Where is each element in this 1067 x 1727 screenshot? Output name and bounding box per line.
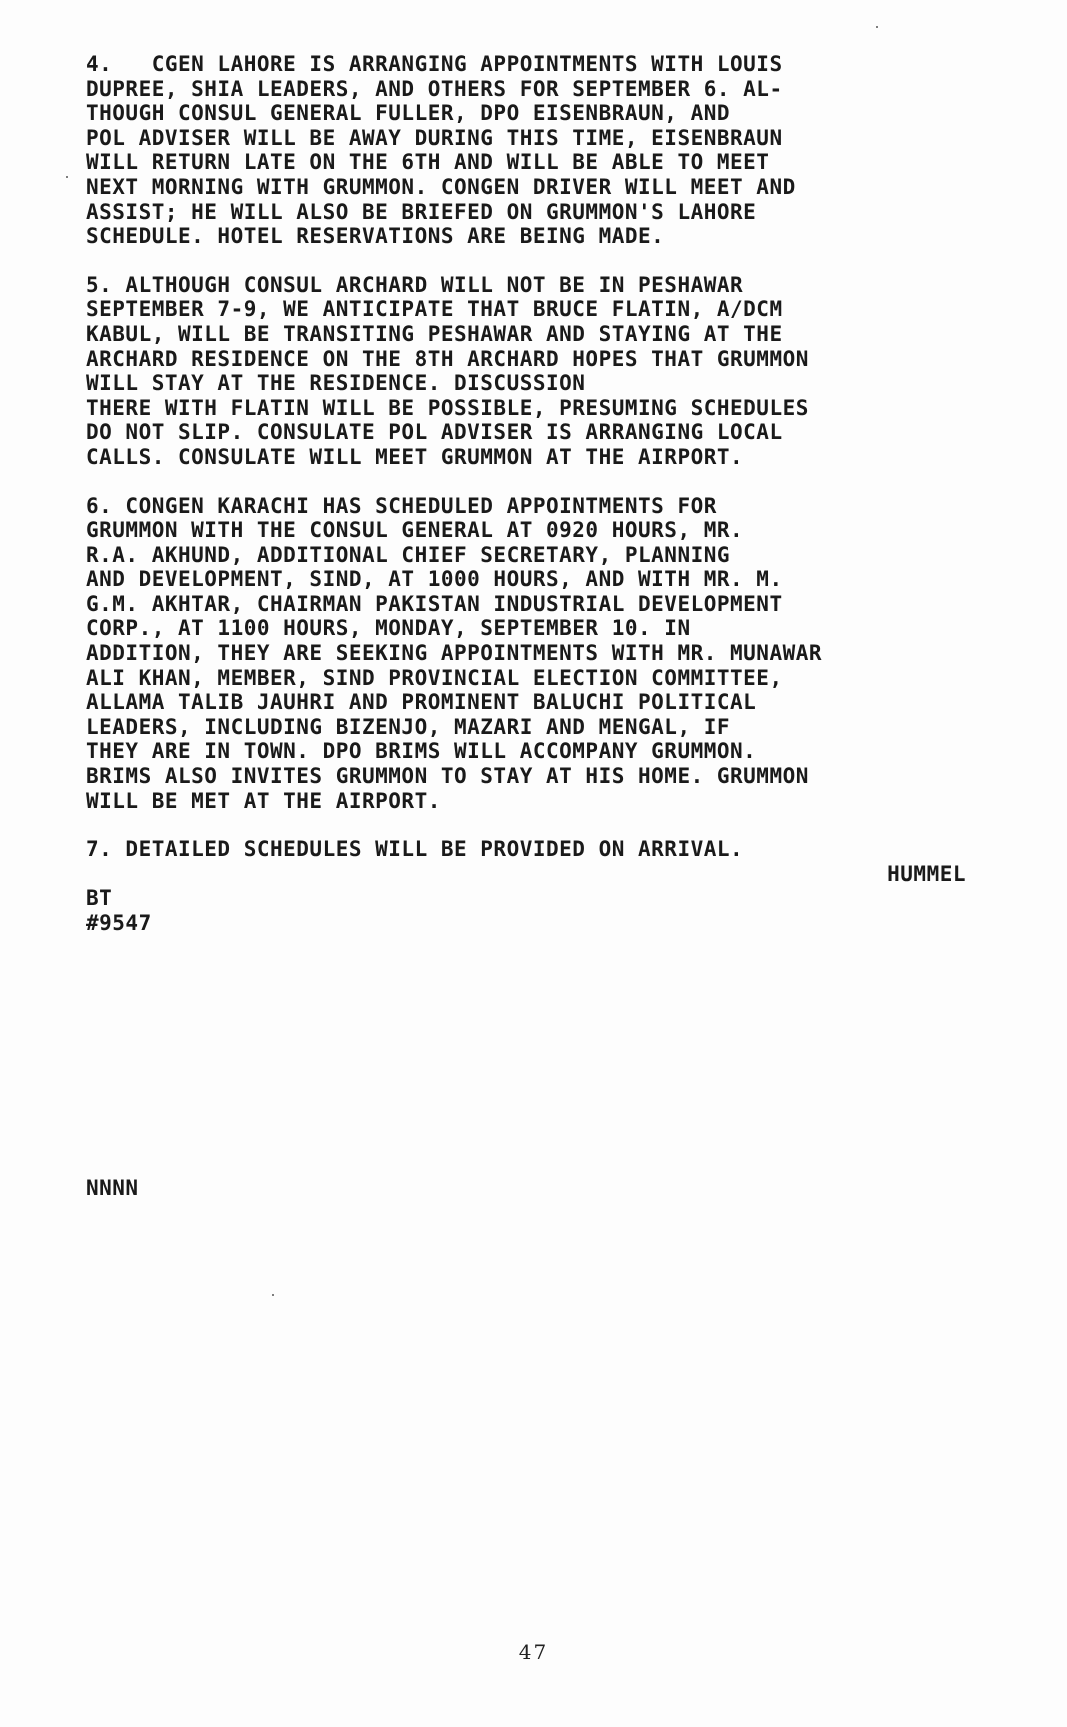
text-line: POL ADVISER WILL BE AWAY DURING THIS TIME, EISENBRAUN [86,125,783,150]
text-line: DO NOT SLIP. CONSULATE POL ADVISER IS ARRANGING LOCAL [86,420,783,445]
text-line: 6. CONGEN KARACHI HAS SCHEDULED APPOINTMENTS FOR [86,493,717,518]
paragraph-5 [86,273,966,470]
text-line: AND DEVELOPMENT, SIND, AT 1000 HOURS, AND WITH MR. M. [86,567,783,592]
text-line: LEADERS, INCLUDING BIZENJO, MAZARI AND MENGAL, IF [86,714,731,739]
trailer-line: #9547 [86,911,152,935]
text-line: DUPREE, SHIA LEADERS, AND OTHERS FOR SEPTEMBER 6. AL- [86,76,783,101]
text-line: WILL STAY AT THE RESIDENCE. DISCUSSION [86,371,586,396]
text-line: SEPTEMBER 7-9, WE ANTICIPATE THAT BRUCE FLATIN, A/DCM [86,297,783,322]
signature: HUMMEL [887,861,966,886]
text-line: NEXT MORNING WITH GRUMMON. CONGEN DRIVER WILL MEET AND [86,174,796,199]
text-line: BRIMS ALSO INVITES GRUMMON TO STAY AT HIS HOME. GRUMMON [86,764,809,789]
page-number: 47 [518,1640,549,1664]
text-line: 5. ALTHOUGH CONSUL ARCHARD WILL NOT BE IN PESHAWAR [86,272,744,297]
text-line: ASSIST; HE WILL ALSO BE BRIEFED ON GRUMMON'S LAHORE [86,199,757,224]
text-line: G.M. AKHTAR, CHAIRMAN PAKISTAN INDUSTRIAL DEVELOPMENT [86,591,783,616]
text-line: THEY ARE IN TOWN. DPO BRIMS WILL ACCOMPANY GRUMMON. [86,739,757,764]
text-line: ARCHARD RESIDENCE ON THE 8TH ARCHARD HOPES THAT GRUMMON [86,346,809,371]
telegram-body [86,52,966,936]
text-line: SCHEDULE. HOTEL RESERVATIONS ARE BEING MADE. [86,224,665,249]
text-line: ALI KHAN, MEMBER, SIND PROVINCIAL ELECTION COMMITTEE, [86,665,783,690]
closing-marker: NNNN [86,1176,139,1200]
scan-speck [876,26,878,28]
trailer-line: BT [86,886,113,911]
text-line: R.A. AKHUND, ADDITIONAL CHIEF SECRETARY, PLANNING [86,542,731,567]
text-line: CORP., AT 1100 HOURS, MONDAY, SEPTEMBER 10. IN [86,616,691,641]
text-line: KABUL, WILL BE TRANSITING PESHAWAR AND STAYING AT THE [86,321,783,346]
text-line: GRUMMON WITH THE CONSUL GENERAL AT 0920 HOURS, MR. [86,518,744,543]
scan-speck [272,1294,274,1296]
text-line: WILL BE MET AT THE AIRPORT. [86,788,441,813]
paragraph-4 [86,52,966,249]
scan-speck [66,176,68,178]
text-line: THERE WITH FLATIN WILL BE POSSIBLE, PRESUMING SCHEDULES [86,395,809,420]
text-line: THOUGH CONSUL GENERAL FULLER, DPO EISENBRAUN, AND [86,101,731,126]
paragraph-6 [86,494,966,814]
text-line: 4. CGEN LAHORE IS ARRANGING APPOINTMENTS WITH LOUIS [86,52,783,76]
text-line: 7. DETAILED SCHEDULES WILL BE PROVIDED ON ARRIVAL. [86,837,744,862]
paragraph-7 [86,837,966,935]
text-line: ADDITION, THEY ARE SEEKING APPOINTMENTS WITH MR. MUNAWAR [86,641,823,666]
text-line: CALLS. CONSULATE WILL MEET GRUMMON AT THE AIRPORT. [86,444,744,469]
text-line: ALLAMA TALIB JAUHRI AND PROMINENT BALUCHI POLITICAL [86,690,757,715]
text-line: WILL RETURN LATE ON THE 6TH AND WILL BE ABLE TO MEET [86,150,770,175]
